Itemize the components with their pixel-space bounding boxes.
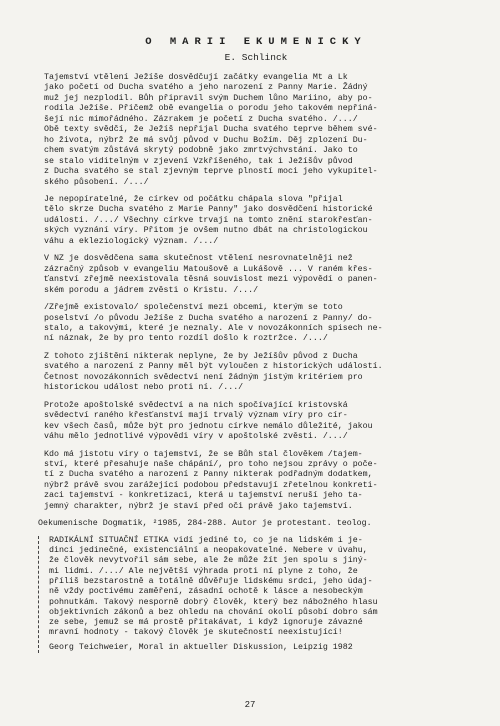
paragraph: Kdo má jistotu víry o tajemství, že se Bůh stal člověkem /tajem- ství, které přesahuje naše chápání/, pro toho nejsou zprávy o poče- tí z Ducha svatého a narození z Panny nikterak podřadným dodatkem, nýbrž právě svou zarážející podobou představují zřetelnou konkreti- zaci tajemství - konkretizaci, která u tajemství neruší jeho ta- jemný charakter, nýbrž je staví před oči právě jako tajemství. [44,449,378,511]
boxed-quote [38,536,468,653]
paragraph: Tajemství vtělení Ježíše dosvědčují začátky evangelia Mt a Lk jako početí od Ducha svatého a jeho narození z Panny Marie. Žádný muž jej nezplodil. Bůh připravil svým Duchem lůno Mariino, aby po- rodila Ježíše. Přičemž obě evangelia o porodu jeho takovém nepřiná- šejí nic mimořádného. Zázrakem je početí z Ducha svatého. /.../ Obě texty svědčí, že Ježíš nepřijal Ducha svatého teprve během své- ho života, nýbrž že má svůj původ v Duchu Božím. Děj zplození Du- chem svatým zůstává skrytý podobně jako zmrtvýchvstání. Jako to se stalo viditelným v zjevení Vzkříšeného, tak i Ježíšův původ z Ducha svatého se stal zjevným teprve plností moci jeho vykupitel- ského působení. /.../ [44,73,378,187]
boxed-quote-citation: Georg Teichweier, Moral in aktueller Diskussion, Leipzig 1982 [49,642,353,652]
paragraph: Je nepopíratelné, že církev od počátku chápala slova "přijal tělo skrze Ducha svatého z Marie Panny" jako dosvědčení historické události. /.../ Všechny církve trvají na tomto znění starokřesťan- ských vyznání víry. Přitom je ovšem nutno dbát na christologickou váhu a ekleziologický význam. /.../ [44,194,373,246]
paragraph: Z tohoto zjištění nikterak neplyne, že by Ježíšův původ z Ducha svatého a narození z Panny měl být vyloučen z historických událostí. Četnost novozákonních svědectví není žádným jistým kritériem pro historickou událost nebo proti ní. /.../ [44,351,383,393]
paragraph: Protože apoštolské svědectví a na nich spočívající kristovská svědectví raného křesťanství mají trvalý význam víry pro cír- kev všech časů, může být pro jednotu církve nemálo důležité, jakou váhu mělo jednotlivé výpovědi víry v apoštolské zvěsti. /.../ [44,400,373,442]
paragraph: /Zřejmě existovalo/ společenství mezi obcemi, kterým se toto poselství /o původu Ježíše z Ducha svatého a narození z Panny/ do- stalo, a takovými, které je neznaly. Ale v novozákonních spisech ne- ní náznak, že by pro tento rozdíl došlo k roztržce. /.../ [44,303,383,344]
article-title: O MARII EKUMENICKY [145,36,367,48]
source-citation: Oekumenische Dogmatik, ²1985, 284-288. Autor je protestant. teolog. [38,519,372,529]
page-number: 27 [244,700,256,710]
paragraph: V NZ je dosvědčena sama skutečnost vtělení nesrovnatelněji než zázračný způsob v evangeliu Matoušově a Lukášově ... V raném křes- ťanství zřejmě neexistovala těsná souvislost mezi výpovědí o panen- ském porodu a jádrem zvěsti o Kristu. /.../ [44,254,378,295]
boxed-quote-text: RADIKÁLNÍ SITUAČNÍ ETIKA vidí jediné to, co je na lidském i je- dinci jedinečné, existenciální a neopakovatelné. Nebere v úvahu, že člověk nevytvořil sám sebe, ale že může žít jen spolu s jiný- mi lidmi. /.../ Ale největší výhrada proti ní plyne z toho, že příliš bezstarostně a totálně důvěřuje lidskému srdci, jeho údaj- ně vždy poctivému zaměření, zásadní ochotě k lásce a nesobeckým pohnutkám. Takový nesporně dobrý člověk, který bez nábožného hlasu objektivních zákonů a bez ohledu na chování okolí působí dobro sám ze sebe, jemuž se má prostě přitakávat, i když ignoruje závazné mravní hodnoty - takový člověk je skutečností neexistující! [49,535,378,638]
article-author: E. Schlinck [224,52,288,63]
